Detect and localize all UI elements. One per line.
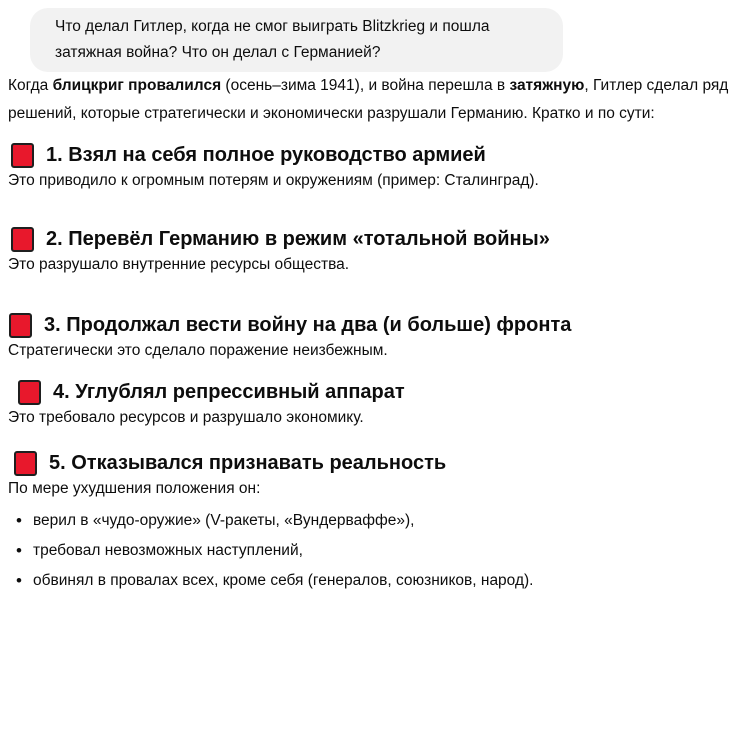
- outro-lead: По мере ухудшения положения он:: [8, 480, 261, 497]
- section-3-body: Стратегически это сделало поражение неизбежным.: [8, 342, 388, 359]
- section-4-body: Это требовало ресурсов и разрушало экономику.: [8, 409, 364, 426]
- section-1-title: 1. Взял на себя полное руководство армией: [46, 144, 486, 166]
- assistant-response: [0, 72, 747, 593]
- red-square-icon: [11, 227, 34, 252]
- section-5-title: 5. Отказывался признавать реальность: [49, 452, 447, 474]
- red-square-icon: [9, 313, 32, 338]
- section-2-title: 2. Перевёл Германию в режим «тотальной войны»: [46, 228, 550, 250]
- outro-bullet-list: [8, 508, 739, 593]
- assistant-intro-paragraph: Когда блицкриг провалился (осень–зима 1941), и война перешла в затяжную, Гитлер сделал ряд решений, которые стратегически и экономически разрушали Германию. Кратко и по сути:: [8, 77, 729, 122]
- section-2-heading: [11, 226, 739, 252]
- red-square-icon: [11, 143, 34, 168]
- section-4-heading: [18, 379, 739, 405]
- red-square-icon: [14, 451, 37, 476]
- list-item: • верил в «чудо-оружие» (V-ракеты, «Вундерваффе»),: [8, 508, 739, 533]
- section-3-heading: [9, 312, 739, 338]
- red-square-icon: [18, 380, 41, 405]
- section-3-title: 3. Продолжал вести войну на два (и больше) фронта: [44, 314, 572, 336]
- section-1-body: Это приводило к огромным потерям и окружениям (пример: Сталинград).: [8, 172, 539, 189]
- section-2-body: Это разрушало внутренние ресурсы общества.: [8, 256, 350, 273]
- list-item: • обвинял в провалах всех, кроме себя (генералов, союзников, народ).: [8, 568, 739, 593]
- section-1-heading: [11, 142, 739, 168]
- section-4-title: 4. Углублял репрессивный аппарат: [53, 381, 405, 403]
- list-item: • требовал невозможных наступлений,: [8, 538, 739, 563]
- section-5-heading: [14, 450, 739, 476]
- user-message-bubble: [30, 8, 563, 72]
- user-message-text: Что делал Гитлер, когда не смог выиграть Blitzkrieg и пошла затяжная война? Что он делал с Германией?: [55, 18, 490, 61]
